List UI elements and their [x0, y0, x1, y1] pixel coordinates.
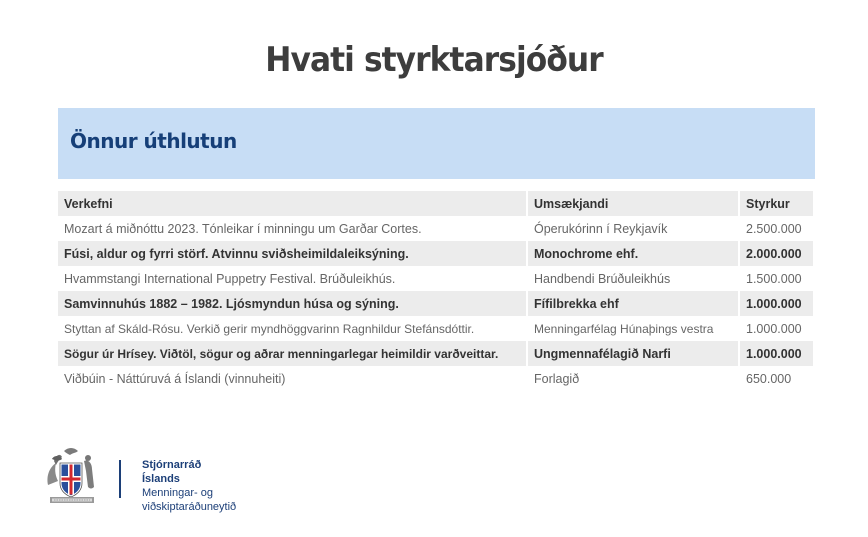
section-banner: [58, 108, 815, 179]
table-header-row: [58, 191, 813, 216]
government-name: Stjórnarráð Íslands: [142, 459, 202, 485]
cell-project: Styttan af Skáld-Rósu. Verkið gerir myndhöggvarinn Ragnhildur Stefánsdóttir.: [58, 316, 528, 341]
cell-project: Hvammstangi International Puppetry Festival. Brúðuleikhús.: [58, 266, 528, 291]
cell-project: Viðbúin - Náttúruvá á Íslandi (vinnuheiti): [58, 366, 528, 391]
cell-project: Fúsi, aldur og fyrri störf. Atvinnu sviðsheimildaleiksýning.: [58, 241, 528, 266]
cell-project: Sögur úr Hrísey. Viðtöl, sögur og aðrar menningarlegar heimildir varðveittar.: [58, 341, 528, 366]
ministry-name: [142, 458, 236, 514]
grants-table: [58, 191, 813, 391]
page-title: Hvati styrktarsjóður: [265, 40, 603, 80]
cell-applicant: Handbendi Brúðuleikhús: [528, 266, 740, 291]
table-row: [58, 266, 813, 291]
cell-applicant: Ungmennafélagið Narfi: [528, 341, 740, 366]
cell-applicant: Monochrome ehf.: [528, 241, 740, 266]
cell-amount: 2.000.000: [740, 241, 813, 266]
cell-amount: 2.500.000: [740, 216, 813, 241]
icelandic-coat-of-arms-icon: [44, 445, 98, 507]
table-row: [58, 366, 813, 391]
cell-amount: 650.000: [740, 366, 813, 391]
ministry-line-1: Menningar- og: [142, 487, 213, 499]
cell-applicant: Menningarfélag Húnaþings vestra: [528, 316, 740, 341]
cell-amount: 1.000.000: [740, 316, 813, 341]
table-row: [58, 316, 813, 341]
cell-applicant: Fífilbrekka ehf: [528, 291, 740, 316]
column-header-amount: Styrkur: [740, 191, 813, 216]
ministry-line-2: viðskiptaráðuneytið: [142, 501, 237, 513]
cell-amount: 1.000.000: [740, 291, 813, 316]
footer-divider: [119, 460, 121, 498]
cell-project: Samvinnuhús 1882 – 1982. Ljósmyndun húsa og sýning.: [58, 291, 528, 316]
cell-amount: 1.000.000: [740, 341, 813, 366]
table-row: [58, 216, 813, 241]
cell-applicant: Forlagið: [528, 366, 740, 391]
cell-applicant: Óperukórinn í Reykjavík: [528, 216, 740, 241]
table-row: [58, 341, 813, 366]
table-row: [58, 241, 813, 266]
cell-amount: 1.500.000: [740, 266, 813, 291]
section-title: Önnur úthlutun: [70, 129, 237, 153]
column-header-applicant: Umsækjandi: [528, 191, 740, 216]
column-header-project: Verkefni: [58, 191, 528, 216]
table-row: [58, 291, 813, 316]
cell-project: Mozart á miðnóttu 2023. Tónleikar í minningu um Garðar Cortes.: [58, 216, 528, 241]
